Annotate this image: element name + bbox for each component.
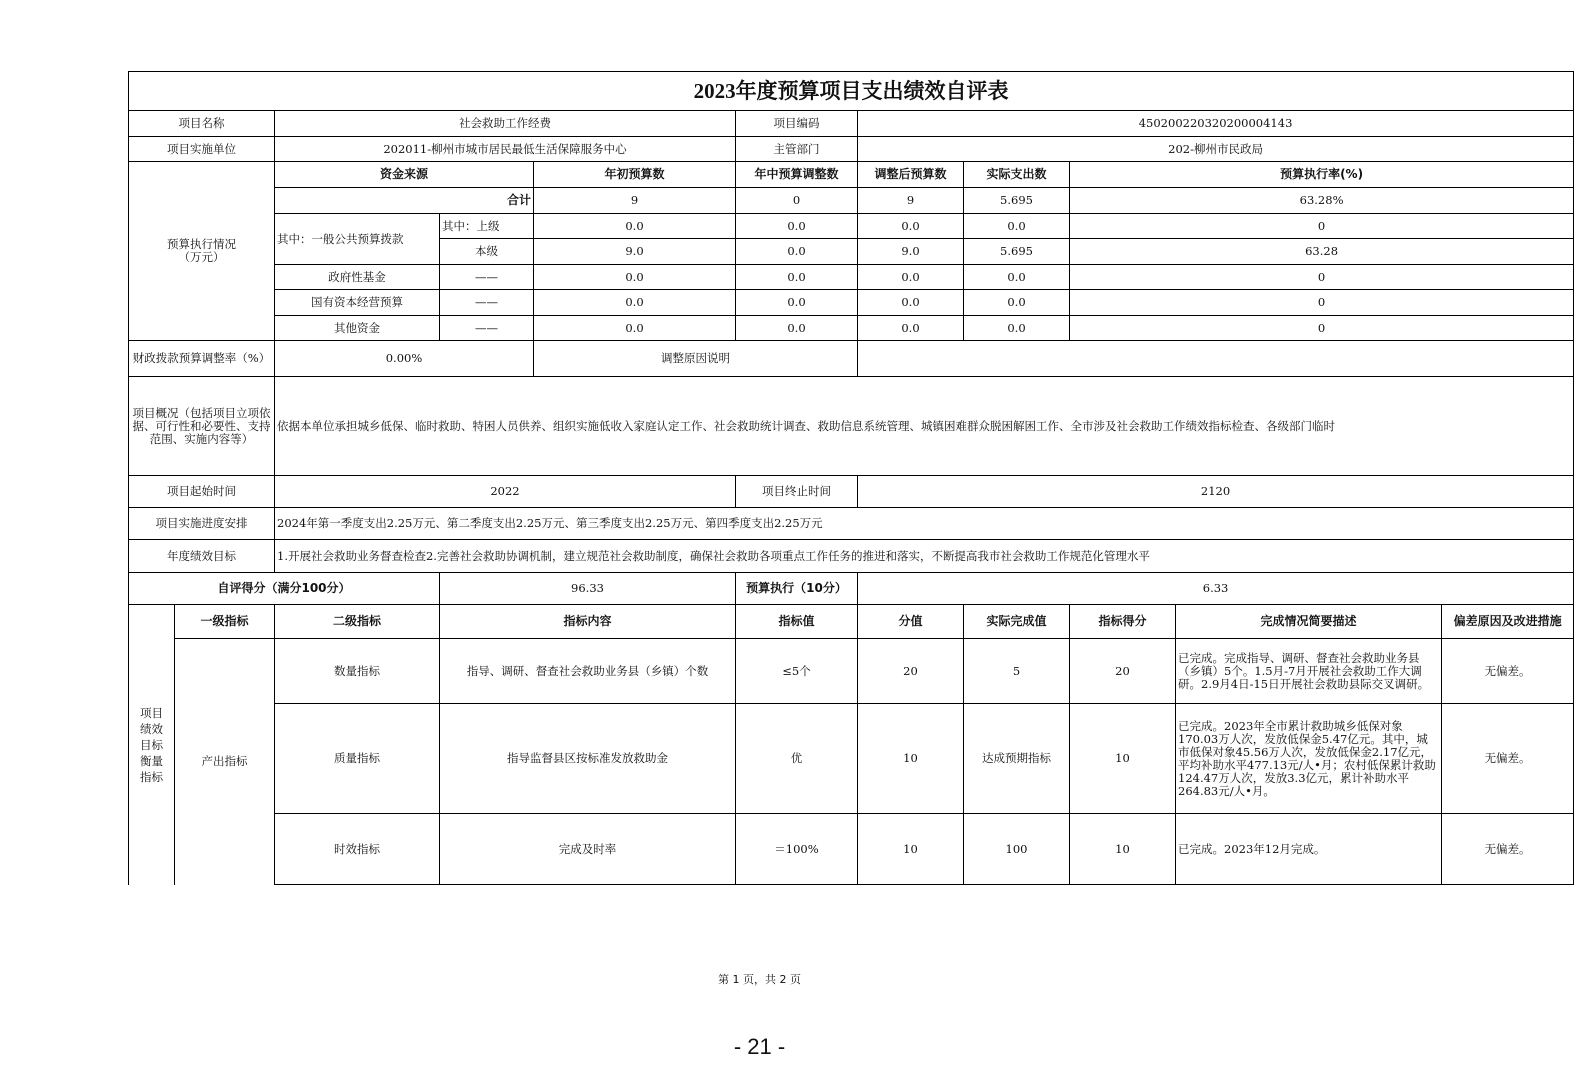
row-level2: 质量指标: [275, 704, 440, 814]
row-target: 优: [736, 704, 858, 814]
upper-label: 其中：上级: [440, 214, 534, 239]
local-actual: 5.695: [964, 239, 1070, 265]
local-adjusted: 9.0: [858, 239, 964, 265]
upper-adjusted: 0.0: [858, 214, 964, 239]
goal-label: 年度绩效目标: [129, 540, 275, 573]
exec-score-label: 预算执行（10分）: [736, 573, 858, 605]
adjust-reason-label: 调整原因说明: [534, 341, 858, 377]
header-source: 资金来源: [275, 162, 534, 188]
adjust-reason: [858, 341, 1574, 377]
budget-section-label: [129, 162, 275, 341]
level1-output: 产出指标: [175, 639, 275, 885]
schedule-label: 项目实施进度安排: [129, 508, 275, 540]
row-actual: 100: [964, 814, 1070, 885]
header-rate: 预算执行率(%): [1070, 162, 1574, 188]
upper-mid-adjust: 0.0: [736, 214, 858, 239]
row-level2: 时效指标: [275, 814, 440, 885]
row-desc: 已完成。完成指导、调研、督查社会救助业务县（乡镇）5个。1.5月-7月开展社会救助工作大调研。2.9月4日-15日开展社会救助县际交叉调研。: [1176, 639, 1442, 704]
total-actual: 5.695: [964, 188, 1070, 214]
schedule-text: 2024年第一季度支出2.25万元、第二季度支出2.25万元、第三季度支出2.25万元、第四季度支出2.25万元: [275, 508, 1574, 540]
self-score-value: 96.33: [440, 573, 736, 605]
project-code: 450200220320200004143: [858, 111, 1574, 137]
state-capital-rate: 0: [1070, 290, 1574, 316]
local-rate: 63.28: [1070, 239, 1574, 265]
row-actual: 达成预期指标: [964, 704, 1070, 814]
fund-adjusted: 0.0: [858, 265, 964, 290]
fund-rate: 0: [1070, 265, 1574, 290]
fund-dash: ——: [440, 265, 534, 290]
overview-text: 依据本单位承担城乡低保、临时救助、特困人员供养、组织实施低收入家庭认定工作、社会救助统计调查、救助信息系统管理、城镇困难群众脱困解困工作、全市涉及社会救助工作绩效指标检查、各级部门临时: [275, 377, 1574, 476]
exec-score-value: 6.33: [858, 573, 1574, 605]
fund-initial: 0.0: [534, 265, 736, 290]
adjust-rate-label: 财政拨款预算调整率（%）: [129, 341, 275, 377]
row-deviation: 无偏差。: [1442, 814, 1574, 885]
row-weight: 10: [858, 814, 964, 885]
state-capital-dash: ——: [440, 290, 534, 316]
header-weight: 分值: [858, 605, 964, 639]
header-actual: 实际支出数: [964, 162, 1070, 188]
row-target: ＝100%: [736, 814, 858, 885]
fund-label: 政府性基金: [275, 265, 440, 290]
row-target: ≤5个: [736, 639, 858, 704]
row-score: 10: [1070, 814, 1176, 885]
evaluation-table: [128, 71, 1574, 885]
total-rate: 63.28%: [1070, 188, 1574, 214]
impl-unit: 202011-柳州市城市居民最低生活保障服务中心: [275, 137, 736, 162]
row-content: 完成及时率: [440, 814, 736, 885]
row-score: 10: [1070, 704, 1176, 814]
header-target: 指标值: [736, 605, 858, 639]
row-score: 20: [1070, 639, 1176, 704]
row-level2: 数量指标: [275, 639, 440, 704]
start-time-label: 项目起始时间: [129, 476, 275, 508]
start-time: 2022: [275, 476, 736, 508]
upper-initial: 0.0: [534, 214, 736, 239]
budget-section-label-text: 预算执行情况（万元）: [167, 237, 236, 264]
header-content: 指标内容: [440, 605, 736, 639]
self-score-label: 自评得分（满分100分）: [129, 573, 440, 605]
local-label: 本级: [440, 239, 534, 265]
header-mid-adjust: 年中预算调整数: [736, 162, 858, 188]
other-funds-adjusted: 0.0: [858, 316, 964, 341]
row-weight: 10: [858, 704, 964, 814]
indicators-section-label-text: 项目绩效目标衡量指标: [140, 705, 163, 784]
row-actual: 5: [964, 639, 1070, 704]
row-deviation: 无偏差。: [1442, 704, 1574, 814]
row-weight: 20: [858, 639, 964, 704]
header-level2: 二级指标: [275, 605, 440, 639]
project-name: 社会救助工作经费: [275, 111, 736, 137]
upper-actual: 0.0: [964, 214, 1070, 239]
other-funds-actual: 0.0: [964, 316, 1070, 341]
general-budget-label: 其中：一般公共预算拨款: [275, 214, 440, 265]
goal-text: 1.开展社会救助业务督查检查2.完善社会救助协调机制，建立规范社会救助制度，确保社会救助各项重点工作任务的推进和落实，不断提高我市社会救助工作规范化管理水平: [275, 540, 1574, 573]
indicators-section-label: [129, 605, 175, 885]
header-actual-value: 实际完成值: [964, 605, 1070, 639]
row-desc: 已完成。2023年全市累计救助城乡低保对象170.03万人次，发放低保金5.47亿元。其中，城市低保对象45.56万人次，发放低保金2.17亿元，平均补助水平477.13元/人•月；农村低保累计救助124.47万人次，发放3.3亿元，累计补助水平264.83元/人•月。: [1176, 704, 1442, 814]
header-score: 指标得分: [1070, 605, 1176, 639]
overview-label: 项目概况（包括项目立项依据、可行性和必要性、支持范围、实施内容等）: [129, 377, 275, 476]
end-time-label: 项目终止时间: [736, 476, 858, 508]
project-code-label: 项目编码: [736, 111, 858, 137]
other-funds-mid-adjust: 0.0: [736, 316, 858, 341]
other-funds-label: 其他资金: [275, 316, 440, 341]
upper-rate: 0: [1070, 214, 1574, 239]
dept: 202-柳州市民政局: [858, 137, 1574, 162]
local-mid-adjust: 0.0: [736, 239, 858, 265]
other-funds-initial: 0.0: [534, 316, 736, 341]
other-funds-rate: 0: [1070, 316, 1574, 341]
form-title: 2023年度预算项目支出绩效自评表: [129, 72, 1574, 111]
local-initial: 9.0: [534, 239, 736, 265]
total-initial: 9: [534, 188, 736, 214]
header-deviation: 偏差原因及改进措施: [1442, 605, 1574, 639]
other-funds-dash: ——: [440, 316, 534, 341]
state-capital-label: 国有资本经营预算: [275, 290, 440, 316]
row-desc: 已完成。2023年12月完成。: [1176, 814, 1442, 885]
total-mid-adjust: 0: [736, 188, 858, 214]
page-counter: 第 1 页，共 2 页: [718, 973, 801, 986]
header-level1: 一级指标: [175, 605, 275, 639]
project-name-label: 项目名称: [129, 111, 275, 137]
state-capital-initial: 0.0: [534, 290, 736, 316]
dept-label: 主管部门: [736, 137, 858, 162]
state-capital-mid-adjust: 0.0: [736, 290, 858, 316]
total-adjusted: 9: [858, 188, 964, 214]
row-content: 指导、调研、督查社会救助业务县（乡镇）个数: [440, 639, 736, 704]
header-initial: 年初预算数: [534, 162, 736, 188]
end-time: 2120: [858, 476, 1574, 508]
total-label: 合计: [275, 188, 534, 214]
evaluation-form: [128, 71, 1574, 885]
state-capital-actual: 0.0: [964, 290, 1070, 316]
fund-actual: 0.0: [964, 265, 1070, 290]
header-desc: 完成情况简要描述: [1176, 605, 1442, 639]
state-capital-adjusted: 0.0: [858, 290, 964, 316]
impl-unit-label: 项目实施单位: [129, 137, 275, 162]
adjust-rate-value: 0.00%: [275, 341, 534, 377]
fund-mid-adjust: 0.0: [736, 265, 858, 290]
row-content: 指导监督县区按标准发放救助金: [440, 704, 736, 814]
page-number: - 21 -: [733, 1034, 786, 1059]
row-deviation: 无偏差。: [1442, 639, 1574, 704]
header-adjusted: 调整后预算数: [858, 162, 964, 188]
